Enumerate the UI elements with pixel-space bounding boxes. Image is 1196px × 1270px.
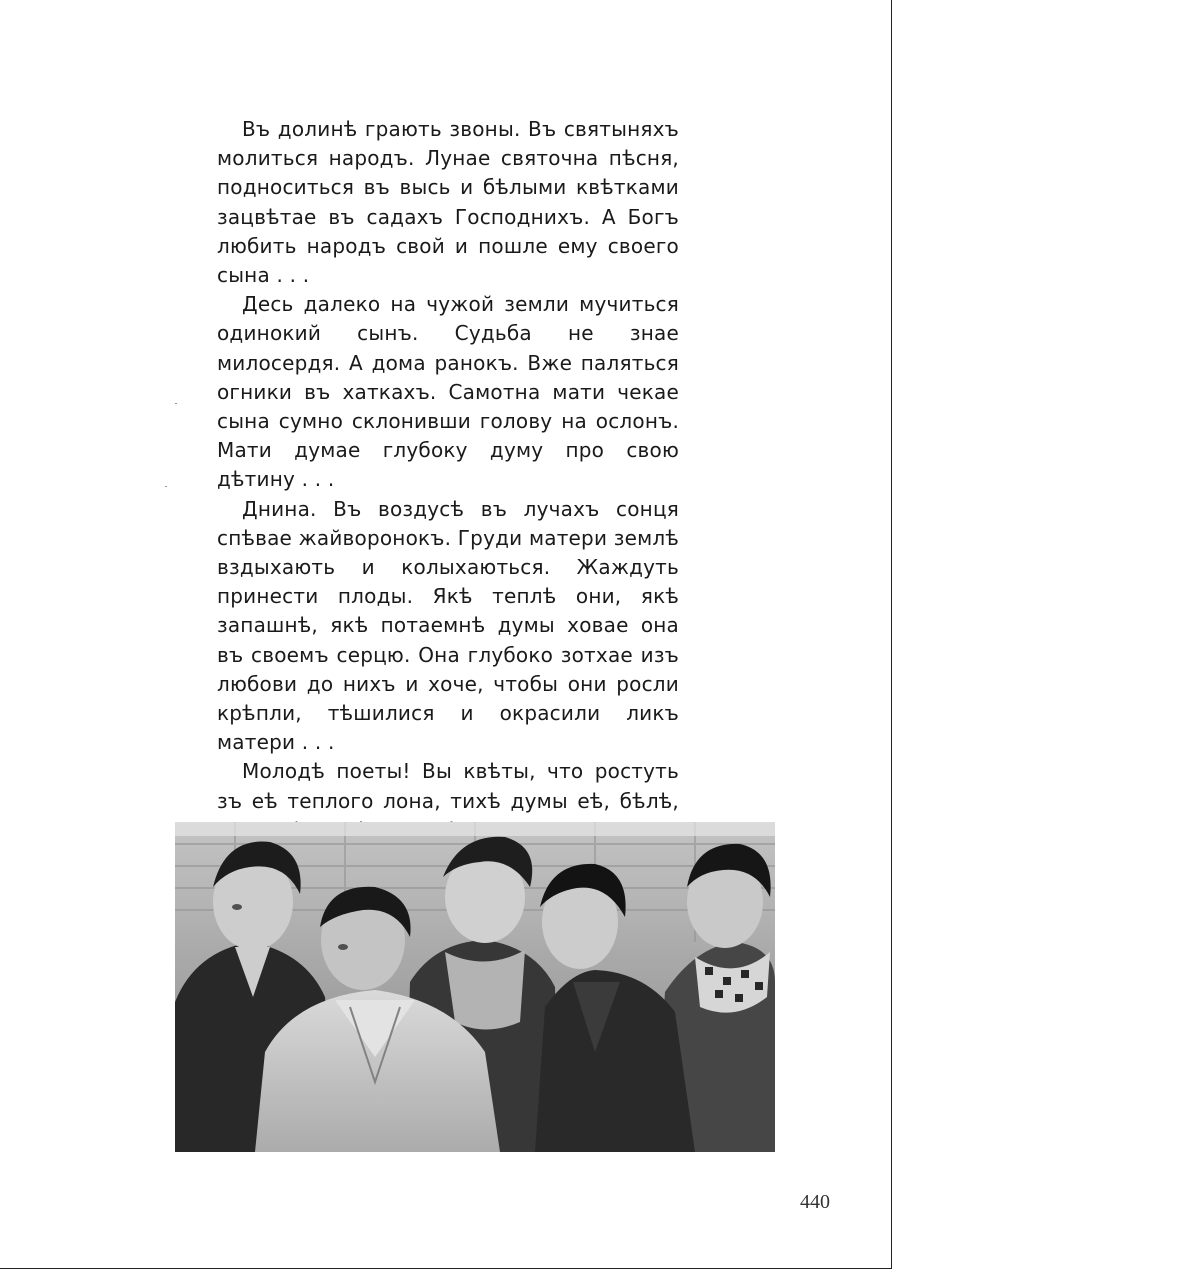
paragraph: Днина. Въ воздусѣ въ лучахъ сонця спѣвае жайворонокъ. Груди матери землѣ вздыхають и колыхаються. Жаждуть принести плоды. Якѣ теплѣ они, якѣ запашнѣ, якѣ потаемнѣ думы ховае она въ своемъ серцю. Она глубоко зотхае изъ любови до нихъ и хоче, чтобы они росли крѣпли, тѣшилися и окрасили ликъ матери . . . <box>217 496 679 755</box>
paragraph: Въ долинѣ грають звоны. Въ святыняхъ молиться народъ. Лунае святочна пѣсня, подноситься въ высь и бѣлыми квѣтками зацвѣтае въ садахъ Господнихъ. А Богъ любить народъ свой и пошле ему своего сына . . . <box>217 117 679 288</box>
body-text <box>217 115 679 845</box>
group-photo <box>175 822 775 1152</box>
page-number: 440 <box>800 1191 830 1213</box>
paragraph: Молодѣ поеты! Вы квѣты, что ростуть зъ еѣ теплого лона, тихѣ думы еѣ, бѣлѣ, <box>217 759 679 813</box>
scan-speck <box>165 486 167 487</box>
paragraph: Десь далеко на чужой земли мучиться одинокий сынъ. Судьба не знае милосердя. А дома ранокъ. Вже паляться огники въ хаткахъ. Самотна мати чекае сына сумно склонивши голову на ослонъ. Мати думае глубоку думу про свою дѣтину . . . <box>217 292 679 492</box>
scan-speck <box>175 403 177 404</box>
